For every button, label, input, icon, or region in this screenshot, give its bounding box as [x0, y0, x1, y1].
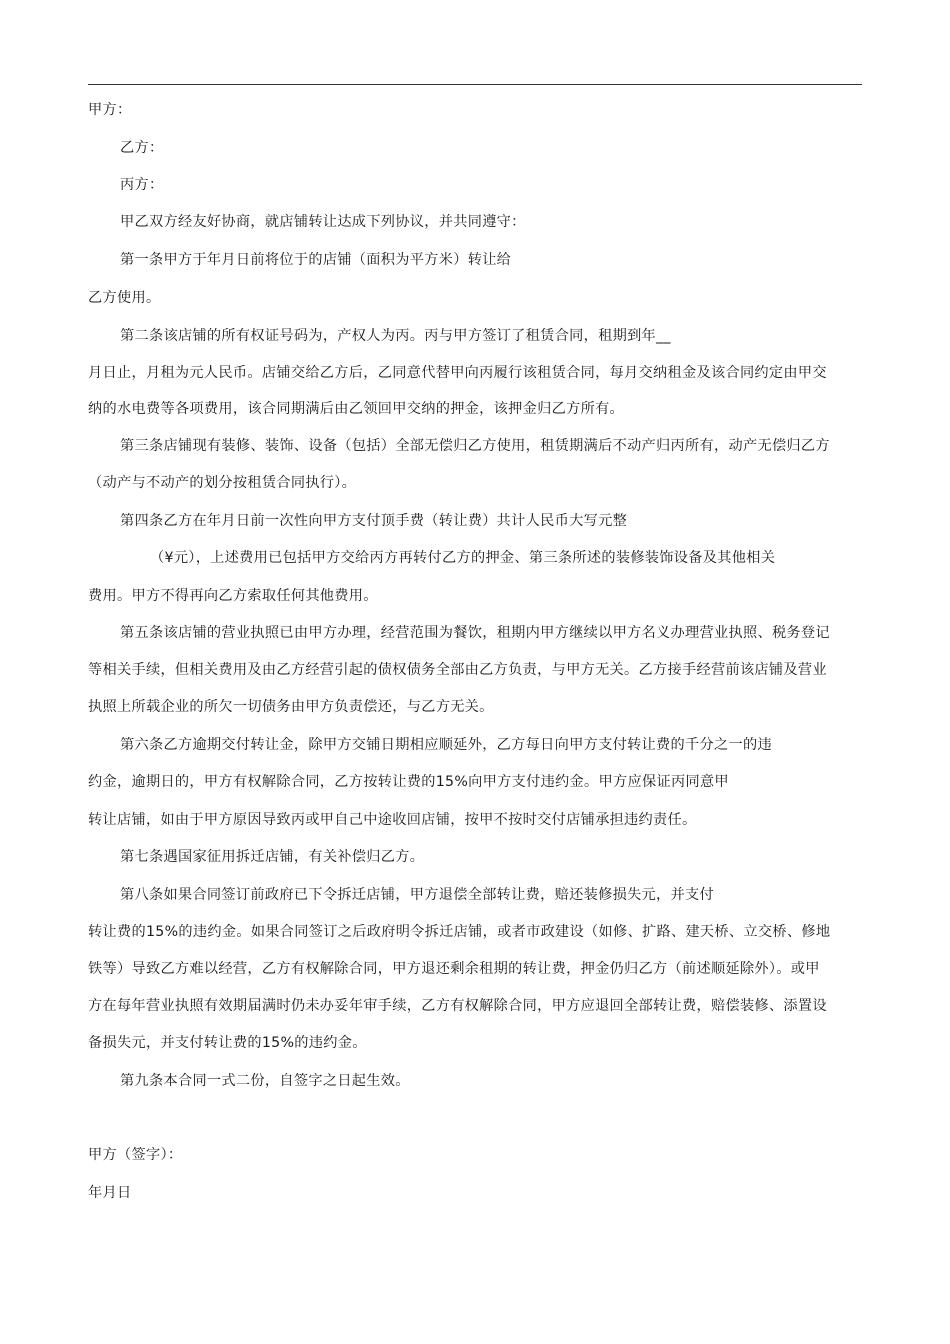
party-c-label: 丙方： — [120, 177, 164, 193]
article-3-line-1: 第三条店铺现有装修、装饰、设备（包括）全部无偿归乙方使用，租赁期满后不动产归丙所有，动产无偿归乙方 — [120, 438, 830, 454]
party-a-signature-label: 甲方（签字）： — [88, 1147, 183, 1163]
article-8-line-2: 转让费的15%的违约金。如果合同签订之后政府明令拆迁店铺，或者市政建设（如修、扩路、建天桥、立交桥、修地 — [88, 924, 831, 940]
article-2-line-1: 第二条该店铺的所有权证号码为，产权人为丙。丙与甲方签订了租赁合同，租期到年__ — [120, 328, 671, 344]
article-7: 第七条遇国家征用拆迁店铺，有关补偿归乙方。 — [120, 849, 425, 865]
article-8-line-1: 第八条如果合同签订前政府已下令拆迁店铺，甲方退偿全部转让费，赔还装修损失元，并支付 — [120, 887, 714, 903]
article-3-line-2: （动产与不动产的划分按租赁合同执行）。 — [88, 475, 357, 491]
article-5-line-1: 第五条该店铺的营业执照已由甲方办理，经营范围为餐饮，租期内甲方继续以甲方名义办理营业执照、税务登记 — [120, 625, 830, 641]
preamble: 甲乙双方经友好协商，就店铺转让达成下列协议，并共同遵守： — [120, 214, 526, 230]
article-6-line-3: 转让店铺，如由于甲方原因导致丙或甲自己中途收回店铺，按甲不按时交付店铺承担违约责任。 — [88, 812, 697, 828]
party-a-label: 甲方： — [88, 102, 132, 118]
header-rule — [88, 84, 862, 85]
article-4-line-3: 费用。甲方不得再向乙方索取任何其他费用。 — [88, 588, 378, 604]
article-5-line-3: 执照上所载企业的所欠一切债务由甲方负责偿还，与乙方无关。 — [88, 699, 494, 715]
article-9: 第九条本合同一式二份，自签字之日起生效。 — [120, 1073, 410, 1089]
article-8-line-3: 铁等）导致乙方难以经营，乙方有权解除合同，甲方退还剩余租期的转让费，押金仍归乙方（前述顺延除外）。或甲 — [88, 961, 820, 977]
article-5-line-2: 等相关手续，但相关费用及由乙方经营引起的债权债务全部由乙方负责，与甲方无关。乙方接手经营前该店铺及营业 — [88, 662, 827, 678]
article-1-line-2: 乙方使用。 — [88, 290, 161, 306]
article-2-line-3: 纳的水电费等各项费用，该合同期满后由乙领回甲交纳的押金，该押金归乙方所有。 — [88, 401, 625, 417]
article-4-line-1: 第四条乙方在年月日前一次性向甲方支付顶手费（转让费）共计人民币大写元整 — [120, 513, 628, 529]
signature-date: 年月日 — [88, 1185, 132, 1201]
article-8-line-5: 备损失元，并支付转让费的15%的违约金。 — [88, 1035, 367, 1051]
article-6-line-2: 约金，逾期日的，甲方有权解除合同，乙方按转让费的15%向甲方支付违约金。甲方应保证丙同意甲 — [88, 774, 729, 790]
article-1-line-1: 第一条甲方于年月日前将位于的店铺（面积为平方米）转让给 — [120, 252, 512, 268]
article-2-line-2: 月日止，月租为元人民币。店铺交给乙方后，乙同意代替甲向丙履行该租赁合同，每月交纳租金及该合同约定由甲交 — [88, 365, 827, 381]
party-b-label: 乙方： — [120, 140, 164, 156]
article-4-line-2: （¥元），上述费用已包括甲方交给丙方再转付乙方的押金、第三条所述的装修装饰设备及其他相关 — [150, 550, 776, 566]
article-8-line-4: 方在每年营业执照有效期届满时仍未办妥年审手续，乙方有权解除合同，甲方应退回全部转让费，赔偿装修、添置设 — [88, 998, 827, 1014]
article-6-line-1: 第六条乙方逾期交付转让金，除甲方交铺日期相应顺延外，乙方每日向甲方支付转让费的千分之一的违 — [120, 737, 772, 753]
